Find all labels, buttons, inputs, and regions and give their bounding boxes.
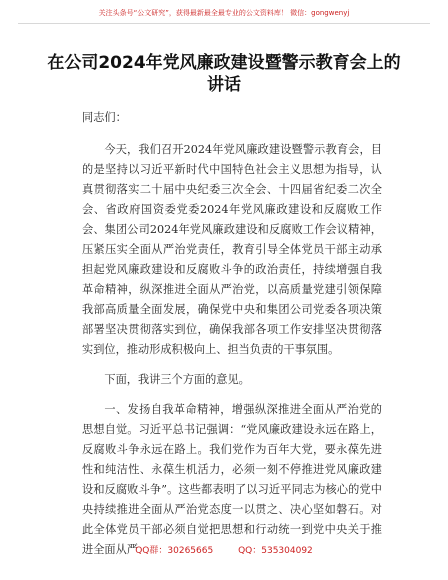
footer-qq: QQ：535304092 bbox=[238, 546, 313, 556]
paragraph-outline: 下面，我讲三个方面的意见。 bbox=[104, 373, 250, 386]
promo-banner: 关注头条号“公文研究”，获得最新最全最专业的公文资料库！ 微信：gongwenyj bbox=[18, 7, 430, 24]
document-title: 在公司2024年党风廉政建设暨警示教育会上的讲话 bbox=[47, 53, 401, 95]
footer-qq-group: QQ群：30265665 bbox=[135, 546, 214, 556]
footer-contact bbox=[0, 543, 448, 556]
paragraph-section-one: 一、发扬自我革命精神，增强纵深推进全面从严治党的思想自觉。习近平总书记强调：“党风廉政建设永远在路上，反腐败斗争永远在路上。我们党作为百年大党，要永葆先进性和纯洁性、永葆生机活力，必须一刻不停推进党风廉政建设和反腐败斗争”。这些都表明了以习近平同志为核心的党中央持续推进全面从严治党态度一以贯之、决心坚如磐石。对此全体党员干部必须自觉把思想和行动统一到党中央关于推进全面从严 bbox=[82, 403, 382, 556]
salutation: 同志们： bbox=[82, 111, 127, 124]
document-body bbox=[82, 108, 382, 570]
paragraph-intro: 今天，我们召开2024年党风廉政建设暨警示教育会，目的是坚持以习近平新时代中国特色社会主义思想为指导，认真贯彻落实二十届中央纪委三次全会、十四届省纪委二次全会、省政府国资委党委2024年党风廉政建设和反腐败工作会、集团公司2024年党风廉政建设和反腐败工作会议精神，压紧压实全面从严治党责任，教育引导全体党员干部主动承担起党风廉政建设和反腐败斗争的政治责任，持续增强自我革命精神，纵深推进全面从严治党，以高质量党建引领保障我部高质量全面发展，确保党中央和集团公司党委各项决策部署坚决贯彻落实到位，确保我部各项工作安排坚决贯彻落实到位，推动形成积极向上、担当负责的干事氛围。 bbox=[82, 143, 382, 356]
